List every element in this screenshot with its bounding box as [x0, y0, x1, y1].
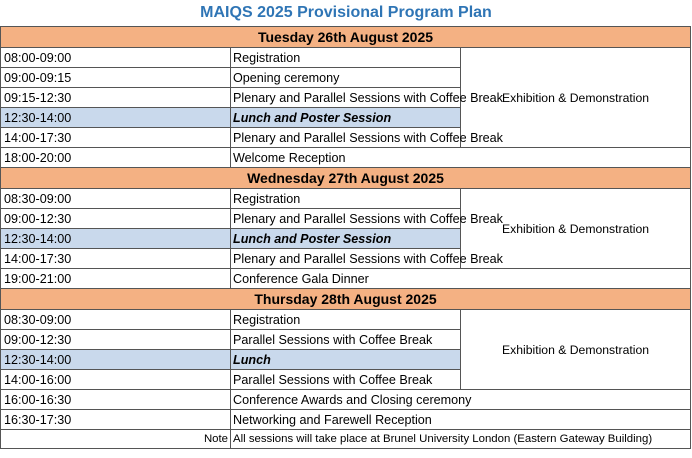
description-cell: Networking and Farewell Reception	[231, 410, 691, 430]
description-cell: Plenary and Parallel Sessions with Coffee Break	[231, 88, 461, 108]
table-row	[1, 148, 691, 168]
table-row	[1, 410, 691, 430]
time-cell: 12:30-14:00	[1, 229, 231, 249]
time-cell: 18:00-20:00	[1, 148, 231, 168]
time-cell: 08:30-09:00	[1, 310, 231, 330]
time-cell: 08:00-09:00	[1, 48, 231, 68]
table-row	[1, 189, 691, 209]
time-cell: 12:30-14:00	[1, 350, 231, 370]
description-cell: Welcome Reception	[231, 148, 691, 168]
time-cell: 14:00-17:30	[1, 128, 231, 148]
time-cell: 09:00-12:30	[1, 330, 231, 350]
time-cell: 08:30-09:00	[1, 189, 231, 209]
description-cell: Conference Awards and Closing ceremony	[231, 390, 691, 410]
exhibition-cell: Exhibition & Demonstration	[461, 189, 691, 269]
exhibition-cell: Exhibition & Demonstration	[461, 310, 691, 390]
note-row	[1, 430, 691, 449]
day-label: Wednesday 27th August 2025	[1, 168, 691, 189]
table-row	[1, 48, 691, 68]
exhibition-cell: Exhibition & Demonstration	[461, 48, 691, 148]
description-cell: Plenary and Parallel Sessions with Coffee Break	[231, 128, 461, 148]
note-text: All sessions will take place at Brunel University London (Eastern Gateway Building)	[231, 430, 691, 449]
program-table	[0, 26, 691, 449]
description-cell: Lunch and Poster Session	[231, 108, 461, 128]
description-cell: Registration	[231, 48, 461, 68]
time-cell: 19:00-21:00	[1, 269, 231, 289]
time-cell: 09:00-09:15	[1, 68, 231, 88]
time-cell: 16:00-16:30	[1, 390, 231, 410]
description-cell: Parallel Sessions with Coffee Break	[231, 370, 461, 390]
description-cell: Parallel Sessions with Coffee Break	[231, 330, 461, 350]
day-header	[1, 289, 691, 310]
description-cell: Plenary and Parallel Sessions with Coffee Break	[231, 209, 461, 229]
time-cell: 09:00-12:30	[1, 209, 231, 229]
day-header	[1, 27, 691, 48]
day-header	[1, 168, 691, 189]
description-cell: Registration	[231, 189, 461, 209]
time-cell: 14:00-16:00	[1, 370, 231, 390]
time-cell: 16:30-17:30	[1, 410, 231, 430]
time-cell: 09:15-12:30	[1, 88, 231, 108]
time-cell: 12:30-14:00	[1, 108, 231, 128]
description-cell: Lunch	[231, 350, 461, 370]
table-row	[1, 269, 691, 289]
table-row	[1, 390, 691, 410]
description-cell: Registration	[231, 310, 461, 330]
day-label: Thursday 28th August 2025	[1, 289, 691, 310]
description-cell: Lunch and Poster Session	[231, 229, 461, 249]
description-cell: Opening ceremony	[231, 68, 461, 88]
note-label: Note	[1, 430, 231, 449]
description-cell: Conference Gala Dinner	[231, 269, 691, 289]
day-label: Tuesday 26th August 2025	[1, 27, 691, 48]
page-title: MAIQS 2025 Provisional Program Plan	[200, 4, 492, 21]
time-cell: 14:00-17:30	[1, 249, 231, 269]
table-row	[1, 310, 691, 330]
description-cell: Plenary and Parallel Sessions with Coffee Break	[231, 249, 461, 269]
